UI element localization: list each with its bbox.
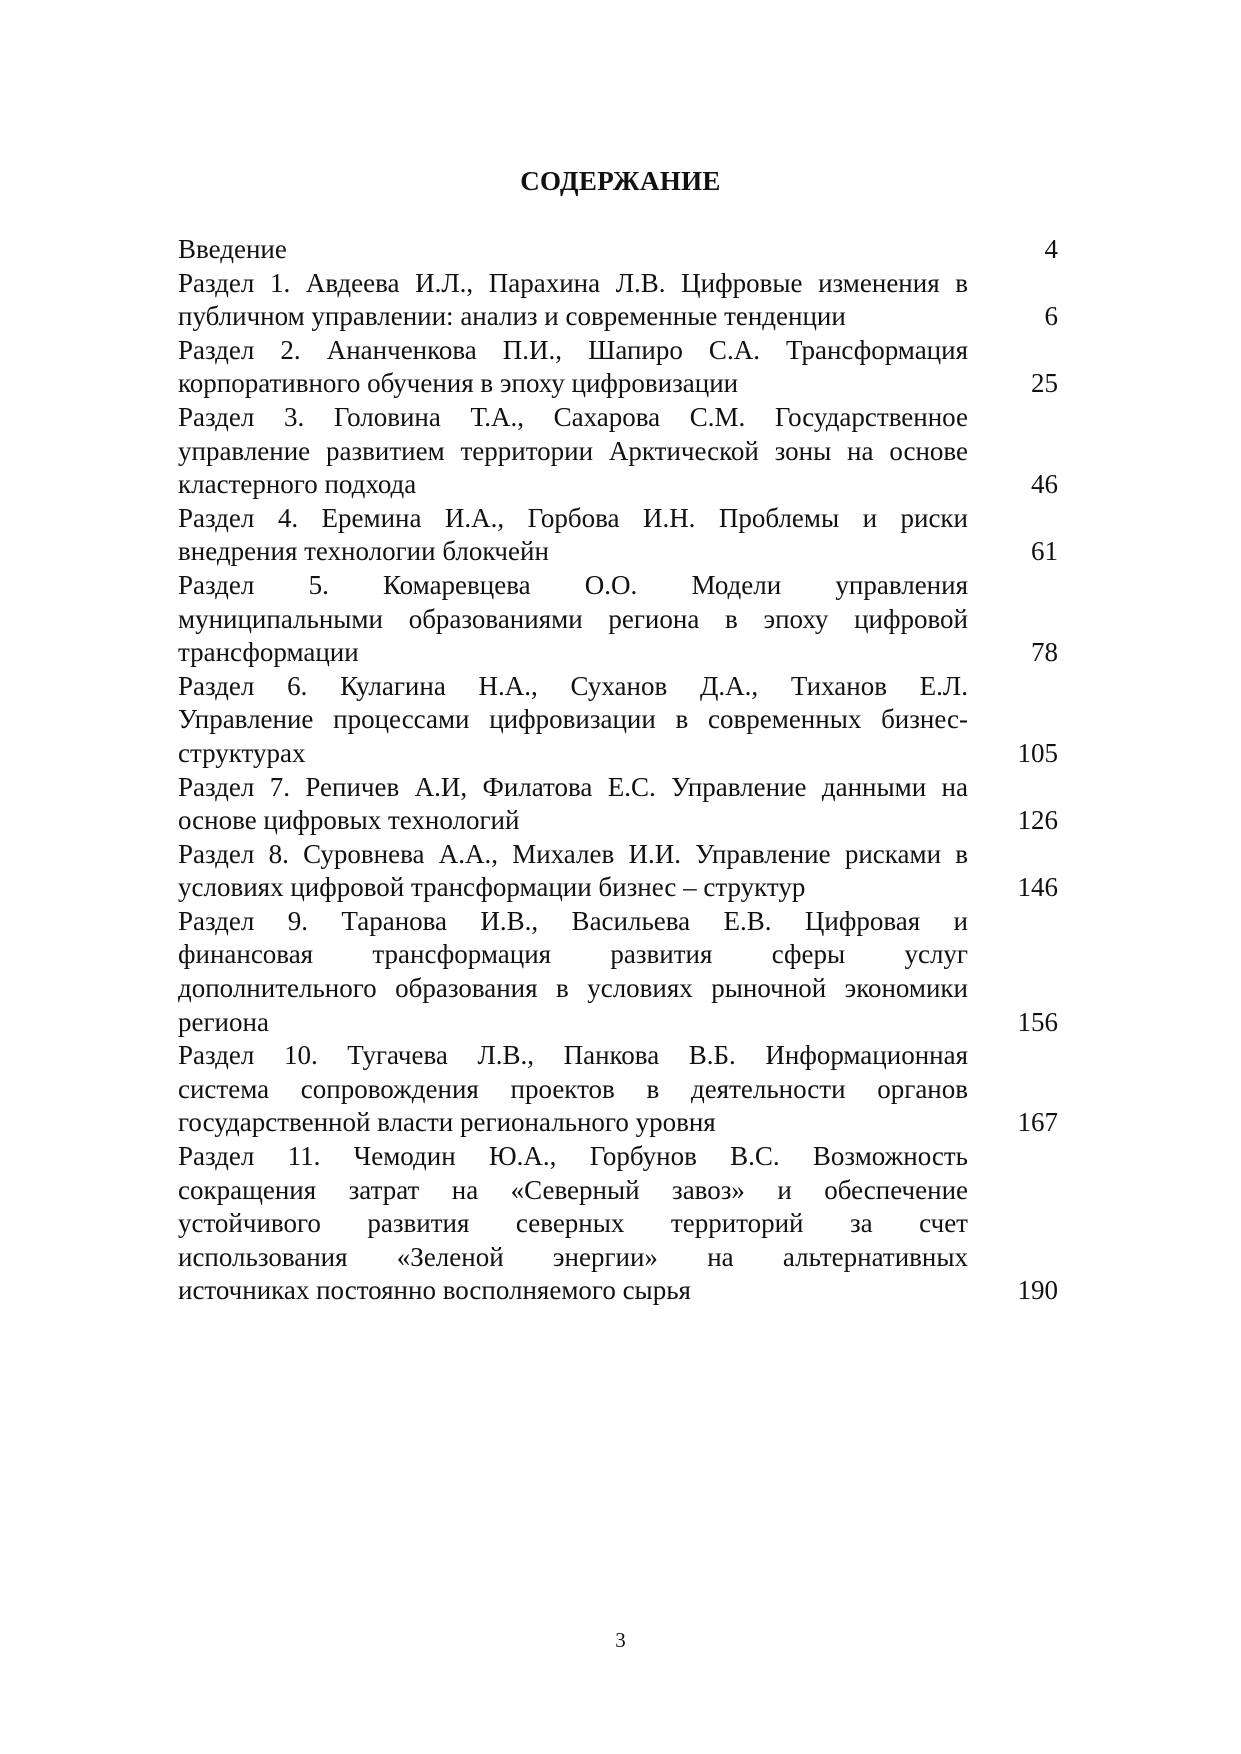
page-title: СОДЕРЖАНИЕ [520, 166, 721, 196]
toc-entry-line: кластерного подхода [178, 469, 417, 500]
toc-entry[interactable] [178, 1039, 1058, 1140]
toc-entry[interactable] [178, 267, 1058, 334]
toc-entry-line: сокращения затрат на «Северный завоз» и обеспечение [178, 1174, 968, 1205]
toc-entry-line: Раздел 2. Ананченкова П.И., Шапиро С.А. Трансформация [178, 334, 968, 365]
toc-entry-line: использования «Зеленой энергии» на альтернативных [178, 1241, 968, 1272]
toc-entry-line: региона [178, 1006, 269, 1037]
toc-entry[interactable] [178, 502, 1058, 569]
toc-entry-line: Раздел 11. Чемодин Ю.А., Горбунов В.С. Возможность [178, 1141, 968, 1172]
toc-entry-page-number: 46 [1031, 469, 1058, 500]
toc-entry-line: Управление процессами цифровизации в современных бизнес- [178, 704, 968, 735]
toc-entry-line: государственной власти регионального уровня [178, 1107, 716, 1138]
toc-entry-page-number: 4 [1044, 234, 1058, 264]
toc-entry-line: условиях цифровой трансформации бизнес – структур [178, 872, 806, 903]
toc-entry-line: финансовая трансформация развития сферы услуг [178, 939, 968, 970]
toc-entry-line: Раздел 6. Кулагина Н.А., Суханов Д.А., Тиханов Е.Л. [178, 670, 968, 701]
toc-entry-page-number: 156 [1017, 1006, 1058, 1037]
toc-entry-line: Раздел 9. Таранова И.В., Васильева Е.В. Цифровая и [178, 905, 968, 936]
toc-entry-line: корпоративного обучения в эпоху цифровизации [178, 368, 739, 399]
toc-entry[interactable] [178, 569, 1058, 670]
page-number: 3 [615, 1628, 626, 1652]
toc-entry-page-number: 25 [1031, 368, 1058, 399]
toc-entry[interactable] [178, 401, 1058, 502]
toc-entry-page-number: 105 [1017, 737, 1058, 768]
toc-entry[interactable] [178, 670, 1058, 771]
toc-entry-line: основе цифровых технологий [178, 805, 520, 836]
toc-entry-line: Раздел 4. Еремина И.А., Горбова И.Н. Проблемы и риски [178, 502, 968, 533]
toc-entry-page-number: 78 [1031, 637, 1058, 668]
toc-entry-page-number: 126 [1017, 805, 1058, 836]
toc-entry-line: трансформации [178, 637, 359, 668]
toc-entry-line: Раздел 5. Комаревцева О.О. Модели управления [178, 569, 968, 600]
toc-entry[interactable] [178, 334, 1058, 401]
toc-entry-line: муниципальными образованиями региона в эпоху цифровой [178, 603, 968, 634]
toc-entry-line: Раздел 8. Суровнева А.А., Михалев И.И. Управление рисками в [178, 838, 968, 869]
toc-entry-line: система сопровождения проектов в деятельности органов [178, 1073, 968, 1104]
toc-entry-line: внедрения технологии блокчейн [178, 536, 549, 567]
toc-entry-line: Раздел 10. Тугачева Л.В., Панкова В.Б. Информационная [178, 1040, 968, 1071]
toc-entry-line: Раздел 7. Репичев А.И, Филатова Е.С. Управление данными на [178, 771, 968, 802]
toc-entry[interactable] [178, 771, 1058, 838]
toc-entry[interactable] [178, 905, 1058, 1039]
toc-entry-line: источниках постоянно восполняемого сырья [178, 1275, 691, 1306]
toc-entry-line: дополнительного образования в условиях рыночной экономики [178, 973, 968, 1004]
toc-entry-line: Раздел 3. Головина Т.А., Сахарова С.М. Государственное [178, 401, 968, 432]
toc-entry-page-number: 167 [1017, 1107, 1058, 1138]
toc-entry[interactable] [178, 1140, 1058, 1308]
toc-entry-page-number: 61 [1031, 536, 1058, 567]
toc-entry-line: Раздел 1. Авдеева И.Л., Парахина Л.В. Цифровые изменения в [178, 267, 968, 298]
toc-entry-page-number: 146 [1017, 872, 1058, 903]
toc-entry-line: публичном управлении: анализ и современные тенденции [178, 301, 846, 332]
toc-entry-page-number: 190 [1017, 1275, 1058, 1306]
toc-entry-page-number: 6 [1044, 301, 1058, 332]
toc-entry-line: управление развитием территории Арктической зоны на основе [178, 435, 968, 466]
toc-entry-line: структурах [178, 737, 306, 768]
toc-entry[interactable] [178, 233, 1058, 267]
toc-entry-line: Введение [178, 234, 287, 264]
toc-entry-line: устойчивого развития северных территорий за счет [178, 1208, 968, 1239]
toc-entry[interactable] [178, 838, 1058, 905]
table-of-contents [178, 233, 1058, 1308]
